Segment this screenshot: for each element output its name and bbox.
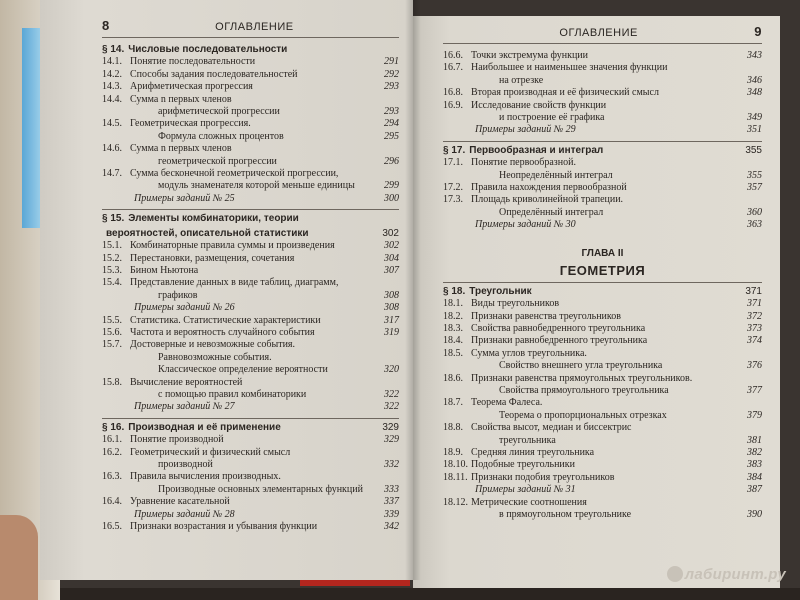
left-page [40,0,413,580]
toc-title: Комбинаторные правила суммы и произведения [130,240,335,252]
toc-entry [443,335,762,347]
toc-page: 360 [747,206,762,218]
toc-page: 307 [384,264,399,276]
book-gutter [405,0,421,580]
left-running-head [102,18,399,38]
right-toc [443,50,762,232]
toc-number: 18.4. [443,335,463,347]
divider [102,418,399,419]
toc-number: 18.2. [443,310,463,322]
toc-title: Достоверные и невозможные события. [130,339,296,351]
toc-page: 387 [747,484,762,496]
toc-page: 373 [747,322,762,334]
toc-entry [443,422,762,434]
toc-entry [102,496,399,508]
toc-title: Правила вычисления производных. [130,471,281,483]
toc-title: Уравнение касательной [130,496,230,508]
toc-title: Исследование свойств функции [471,99,607,111]
toc-number: 16.8. [443,87,463,99]
right-page-number: 9 [754,24,762,39]
toc-title: Понятие первообразной. [471,157,576,169]
toc-entry [102,459,399,471]
toc-page: 381 [747,434,762,446]
toc-examples [102,509,399,521]
toc-number: 16.7. [443,62,463,74]
toc-section [102,213,399,225]
toc-number: 17.1. [443,157,463,169]
left-toc [102,44,399,533]
toc-entry [102,131,399,143]
toc-title: Примеры заданий № 30 [475,219,576,231]
toc-number: 15.6. [102,326,122,338]
toc-title: Свойства равнобедренного треугольника [471,322,646,334]
toc-title: Статистика. Статистические характеристики [130,314,321,326]
toc-number: 18.1. [443,298,463,310]
toc-entry [443,75,762,87]
toc-page: 348 [747,87,762,99]
toc-title: Признаки возрастания и убывания функции [130,521,318,533]
toc-title: треугольника [499,434,556,446]
toc-entry [102,69,399,81]
toc-entry [443,323,762,335]
right-running-title: ОГЛАВЛЕНИЕ [559,27,638,39]
toc-title: Примеры заданий № 25 [134,192,235,204]
toc-entry [102,339,399,351]
toc-number: 18.6. [443,372,463,384]
toc-entry [102,290,399,302]
toc-number: 16.5. [102,521,122,533]
toc-page: 343 [747,50,762,61]
toc-page: 308 [384,302,399,314]
toc-number: 18.5. [443,347,463,359]
toc-title: графиков [158,289,198,301]
toc-entry [102,521,399,533]
toc-page: 377 [747,384,762,396]
toc-page: 319 [384,326,399,338]
left-running-title: ОГЛАВЛЕНИЕ [215,21,294,33]
toc-entry [443,397,762,409]
toc-title: модуль знаменателя которой меньше единицы [158,180,355,192]
toc-title: арифметической прогрессии [158,106,280,118]
toc-title: Понятие последовательности [130,56,256,68]
toc-entry [102,118,399,130]
toc-entry [443,410,762,422]
toc-entry [102,315,399,327]
toc-section [102,228,399,240]
toc-page: 383 [747,459,762,471]
toc-number: 16.6. [443,50,463,61]
toc-title: Треугольник [469,285,532,297]
toc-title: Свойства высот, медиан и биссектрис [471,422,632,434]
toc-page: 371 [747,298,762,310]
divider [102,209,399,210]
cover-edge [22,28,42,228]
toc-title: Частота и вероятность случайного события [130,326,315,338]
toc-title: Признаки равенства прямоугольных треугольников. [471,372,693,384]
toc-entry [102,94,399,106]
toc-page: 346 [747,74,762,86]
toc-page: 294 [384,118,399,130]
toc-title: вероятностей, описательной статистики [106,227,309,239]
right-toc-geometry [443,286,762,522]
toc-page: 293 [384,81,399,93]
toc-examples [102,193,399,205]
toc-title: Признаки равнобедренного треугольника [471,335,648,347]
toc-title: Неопределённый интеграл [499,169,613,181]
toc-page: 342 [384,521,399,533]
toc-title: геометрической прогрессии [158,155,277,167]
toc-title: Подобные треугольники [471,459,575,471]
toc-section [443,145,762,157]
toc-number: 15.5. [102,314,122,326]
toc-page: 382 [747,446,762,458]
toc-examples [102,302,399,314]
toc-entry [102,352,399,364]
toc-entry [443,348,762,360]
toc-number: 14.6. [102,143,122,155]
toc-number: 14.3. [102,81,122,93]
toc-entry [443,472,762,484]
toc-entry [102,143,399,155]
toc-page: 322 [384,388,399,400]
watermark [667,566,786,583]
toc-title: с помощью правил комбинаторики [158,388,307,400]
toc-title: Геометрическая прогрессия. [130,118,251,130]
toc-page: 293 [384,106,399,118]
toc-number: § 16. [102,421,125,433]
toc-title: в прямоугольном треугольнике [499,509,632,520]
toc-title: Метрические соотношения [471,496,587,508]
toc-number: 18.10. [443,459,468,471]
toc-page: 351 [747,124,762,136]
toc-title: Наибольшее и наименьшее значения функции [471,62,668,74]
toc-number: 18.7. [443,397,463,409]
chapter-label: ГЛАВА II [581,247,624,259]
toc-number: § 15. [102,213,125,225]
toc-title: Производные основных элементарных функций [158,483,363,495]
toc-title: Представление данных в виде таблиц, диаграмм, [130,277,339,289]
toc-entry [102,389,399,401]
toc-number: 15.2. [102,252,122,264]
toc-page: 390 [747,509,762,520]
toc-number: 14.4. [102,93,122,105]
toc-page: 302 [382,227,399,239]
right-running-head [443,24,762,44]
toc-title: Вторая производная и её физический смысл [471,87,659,99]
toc-title: Признаки равенства треугольников [471,310,621,322]
thumb [0,515,38,600]
toc-page: 332 [384,459,399,470]
toc-title: Формула сложных процентов [158,130,284,142]
toc-number: § 18. [443,285,466,297]
toc-title: Перестановки, размещения, сочетания [130,252,295,264]
toc-page: 304 [384,252,399,264]
toc-title: и построение её графика [499,112,605,124]
toc-entry [102,156,399,168]
toc-number: 18.8. [443,422,463,434]
toc-title: Производная и её применение [128,421,281,433]
toc-entry [443,373,762,385]
toc-title: Сумма n первых членов [130,93,232,105]
toc-title: Теорема о пропорциональных отрезках [499,409,667,421]
toc-entry [443,360,762,372]
toc-entry [102,484,399,496]
toc-number: 17.3. [443,194,463,206]
toc-page: 320 [384,364,399,376]
toc-entry [443,50,762,62]
toc-title: Сумма n первых членов [130,143,232,155]
toc-number: 16.4. [102,496,122,508]
toc-page: 339 [384,508,399,520]
toc-title: Способы задания последовательностей [130,68,298,80]
toc-title: Бином Ньютона [130,264,199,276]
toc-title: Площадь криволинейной трапеции. [471,194,624,206]
toc-title: Свойства прямоугольного треугольника [499,384,669,396]
toc-entry [102,327,399,339]
toc-entry [443,311,762,323]
toc-entry [102,364,399,376]
toc-examples [102,401,399,413]
toc-title: Сумма бесконечной геометрической прогрессии, [130,168,339,180]
toc-examples [443,219,762,231]
toc-page: 317 [384,314,399,326]
toc-page: 363 [747,219,762,231]
toc-number: 15.1. [102,240,122,252]
toc-entry [443,509,762,521]
toc-entry [443,112,762,124]
watermark-text: лабиринт.ру [684,566,786,583]
toc-examples [443,484,762,496]
toc-number: 15.8. [102,376,122,388]
toc-number: 14.2. [102,68,122,80]
toc-page: 349 [747,112,762,124]
toc-page: 355 [745,144,762,156]
toc-number: 18.11. [443,471,468,483]
toc-entry [443,87,762,99]
toc-entry [102,240,399,252]
toc-title: Примеры заданий № 26 [134,302,235,314]
toc-page: 295 [384,130,399,142]
toc-page: 296 [384,155,399,167]
toc-entry [443,447,762,459]
toc-title: Вычисление вероятностей [130,376,243,388]
toc-number: 16.3. [102,471,122,483]
toc-page: 333 [384,483,399,495]
toc-number: 18.9. [443,446,463,458]
toc-title: Элементы комбинаторики, теории [128,213,299,225]
toc-title: Понятие производной [130,434,224,446]
toc-number: 18.12. [443,496,468,508]
toc-title: Виды треугольников [471,298,560,310]
toc-number: 16.2. [102,446,122,458]
toc-number: § 14. [102,44,125,55]
toc-title: Свойство внешнего угла треугольника [499,360,663,372]
toc-number: 18.3. [443,322,463,334]
toc-title: Примеры заданий № 28 [134,508,235,520]
toc-entry [102,377,399,389]
toc-page: 371 [745,285,762,297]
toc-entry [443,100,762,112]
toc-entry [102,106,399,118]
toc-section [443,286,762,298]
toc-entry [443,435,762,447]
toc-section [102,44,399,56]
divider [443,141,762,142]
toc-title: Признаки подобия треугольников [471,471,615,483]
toc-title: Сумма углов треугольника. [471,347,587,359]
toc-number: 17.2. [443,182,463,194]
toc-title: Примеры заданий № 27 [134,401,235,413]
toc-entry [102,447,399,459]
toc-title: Правила нахождения первообразной [471,182,627,194]
divider [443,282,762,283]
toc-entry [102,265,399,277]
toc-number: 14.7. [102,168,122,180]
toc-entry [443,207,762,219]
toc-page: 376 [747,360,762,372]
toc-number: 15.7. [102,339,122,351]
toc-section [102,422,399,434]
toc-entry [443,298,762,310]
toc-title: Теорема Фалеса. [471,397,543,409]
toc-page: 292 [384,68,399,80]
toc-page: 300 [384,192,399,204]
toc-title: Примеры заданий № 29 [475,124,576,136]
toc-entry [443,497,762,509]
toc-title: Классическое определение вероятности [158,364,328,376]
chapter-heading [443,248,762,278]
toc-title: Арифметическая прогрессия [130,81,253,93]
labirint-logo-icon [667,566,683,582]
toc-entry [102,180,399,192]
toc-page: 372 [747,310,762,322]
toc-page: 337 [384,496,399,508]
toc-title: Примеры заданий № 31 [475,484,576,496]
toc-page: 299 [384,180,399,192]
toc-entry [102,253,399,265]
toc-title: Геометрический и физический смысл [130,446,291,458]
toc-number: 14.1. [102,56,122,68]
toc-title: Первообразная и интеграл [469,144,604,156]
toc-entry [443,170,762,182]
toc-page: 357 [747,182,762,194]
toc-number: 15.4. [102,277,122,289]
toc-page: 329 [382,421,399,433]
toc-title: Определённый интеграл [499,206,604,218]
toc-page: 384 [747,471,762,483]
toc-number: 15.3. [102,264,122,276]
toc-title: производной [158,459,213,470]
toc-entry [443,194,762,206]
toc-entry [443,385,762,397]
toc-title: Средняя линия треугольника [471,446,595,458]
toc-title: Числовые последовательности [128,44,288,55]
toc-page: 379 [747,409,762,421]
toc-page: 374 [747,335,762,347]
toc-entry [102,434,399,446]
toc-page: 355 [747,169,762,181]
toc-page: 291 [384,56,399,68]
toc-entry [443,459,762,471]
toc-title: Точки экстремума функции [471,50,588,61]
toc-entry [443,182,762,194]
toc-entry [443,157,762,169]
right-page [413,16,780,588]
toc-number: 16.1. [102,434,122,446]
toc-entry [102,81,399,93]
toc-number: § 17. [443,144,466,156]
toc-page: 322 [384,401,399,413]
toc-entry [102,168,399,180]
chapter-name: ГЕОМЕТРИЯ [559,262,646,278]
left-page-number: 8 [102,18,110,33]
toc-entry [443,62,762,74]
toc-examples [443,124,762,136]
toc-entry [102,56,399,68]
toc-page: 329 [384,434,399,446]
background-bottom [60,588,800,600]
toc-entry [102,277,399,289]
toc-number: 16.9. [443,99,463,111]
toc-entry [102,471,399,483]
toc-page: 302 [384,240,399,252]
toc-page: 308 [384,289,399,301]
toc-number: 14.5. [102,118,122,130]
toc-title: Равновозможные события. [158,351,272,363]
toc-title: на отрезке [499,74,544,86]
